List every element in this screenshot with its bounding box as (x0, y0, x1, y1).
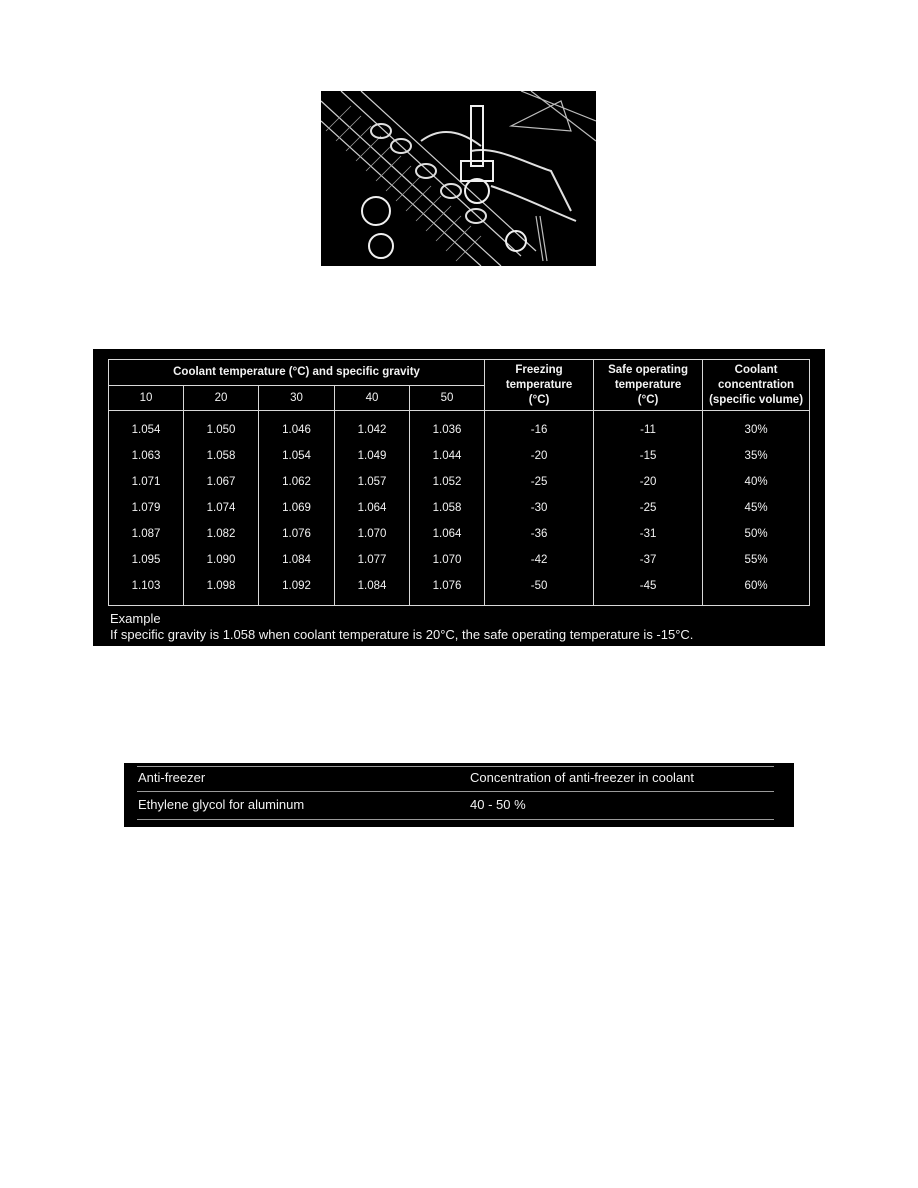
sg-cell: 1.103 (109, 573, 184, 606)
sg-cell: 1.054 (109, 411, 184, 444)
concentration-cell: 45% (703, 495, 810, 521)
sg-cell: 1.070 (335, 521, 410, 547)
table-row (109, 411, 810, 444)
specific-gravity-table (108, 359, 810, 606)
sg-cell: 1.069 (259, 495, 335, 521)
coolant-temperature-group-header: Coolant temperature (°C) and specific gravity (109, 360, 485, 386)
table-row (109, 495, 810, 521)
concentration-cell: 55% (703, 547, 810, 573)
freezing-cell: -30 (485, 495, 594, 521)
concentration-cell: 60% (703, 573, 810, 606)
table-rule (137, 791, 774, 792)
safe-operating-temperature-header: Safe operating temperature (°C) (594, 360, 703, 411)
temperature-header-10: 10 (109, 386, 184, 411)
sg-cell: 1.071 (109, 469, 184, 495)
table-row (109, 443, 810, 469)
freezing-temperature-header: Freezing temperature (°C) (485, 360, 594, 411)
engine-illustration-icon (321, 91, 596, 266)
concentration-header: Concentration of anti-freezer in coolant (470, 770, 695, 785)
concentration-value-cell: 40 - 50 % (470, 797, 526, 812)
antifreeze-type-cell: Ethylene glycol for aluminum (138, 797, 305, 812)
temperature-header-30: 30 (259, 386, 335, 411)
sg-cell: 1.079 (109, 495, 184, 521)
table-row (109, 521, 810, 547)
table-rule (137, 819, 774, 820)
safe-cell: -25 (594, 495, 703, 521)
freezing-cell: -20 (485, 443, 594, 469)
sg-cell: 1.074 (184, 495, 259, 521)
specific-gravity-table-panel (93, 349, 825, 646)
sg-cell: 1.076 (259, 521, 335, 547)
coolant-concentration-header: Coolant concentration (specific volume) (703, 360, 810, 411)
freezing-cell: -16 (485, 411, 594, 444)
safe-cell: -45 (594, 573, 703, 606)
sg-cell: 1.064 (335, 495, 410, 521)
sg-cell: 1.036 (410, 411, 485, 444)
sg-cell: 1.058 (410, 495, 485, 521)
freezing-cell: -36 (485, 521, 594, 547)
safe-cell: -37 (594, 547, 703, 573)
temperature-header-40: 40 (335, 386, 410, 411)
sg-cell: 1.095 (109, 547, 184, 573)
sg-cell: 1.087 (109, 521, 184, 547)
concentration-cell: 35% (703, 443, 810, 469)
sg-cell: 1.046 (259, 411, 335, 444)
freezing-cell: -50 (485, 573, 594, 606)
sg-cell: 1.057 (335, 469, 410, 495)
sg-cell: 1.084 (259, 547, 335, 573)
example-note (110, 611, 693, 643)
sg-cell: 1.076 (410, 573, 485, 606)
sg-cell: 1.090 (184, 547, 259, 573)
sg-cell: 1.070 (410, 547, 485, 573)
sg-cell: 1.054 (259, 443, 335, 469)
engine-thermostat-photo (321, 91, 596, 266)
sg-cell: 1.050 (184, 411, 259, 444)
sg-cell: 1.042 (335, 411, 410, 444)
table-row (109, 573, 810, 606)
safe-cell: -31 (594, 521, 703, 547)
concentration-cell: 40% (703, 469, 810, 495)
safe-cell: -11 (594, 411, 703, 444)
example-title: Example (110, 611, 161, 626)
sg-cell: 1.063 (109, 443, 184, 469)
sg-cell: 1.062 (259, 469, 335, 495)
sg-cell: 1.058 (184, 443, 259, 469)
safe-cell: -20 (594, 469, 703, 495)
freezing-cell: -42 (485, 547, 594, 573)
temperature-header-50: 50 (410, 386, 485, 411)
sg-cell: 1.067 (184, 469, 259, 495)
sg-cell: 1.082 (184, 521, 259, 547)
sg-cell: 1.049 (335, 443, 410, 469)
sg-cell: 1.044 (410, 443, 485, 469)
sg-cell: 1.064 (410, 521, 485, 547)
sg-cell: 1.098 (184, 573, 259, 606)
antifreeze-header: Anti-freezer (138, 770, 206, 785)
concentration-cell: 30% (703, 411, 810, 444)
safe-cell: -15 (594, 443, 703, 469)
freezing-cell: -25 (485, 469, 594, 495)
sg-cell: 1.052 (410, 469, 485, 495)
example-text: If specific gravity is 1.058 when coolant temperature is 20°C, the safe operating temperature is -15°C. (110, 627, 694, 642)
antifreeze-table-panel (124, 763, 794, 827)
temperature-header-20: 20 (184, 386, 259, 411)
table-row (109, 469, 810, 495)
table-rule (137, 766, 774, 767)
sg-cell: 1.077 (335, 547, 410, 573)
sg-cell: 1.092 (259, 573, 335, 606)
concentration-cell: 50% (703, 521, 810, 547)
sg-cell: 1.084 (335, 573, 410, 606)
table-row (109, 547, 810, 573)
